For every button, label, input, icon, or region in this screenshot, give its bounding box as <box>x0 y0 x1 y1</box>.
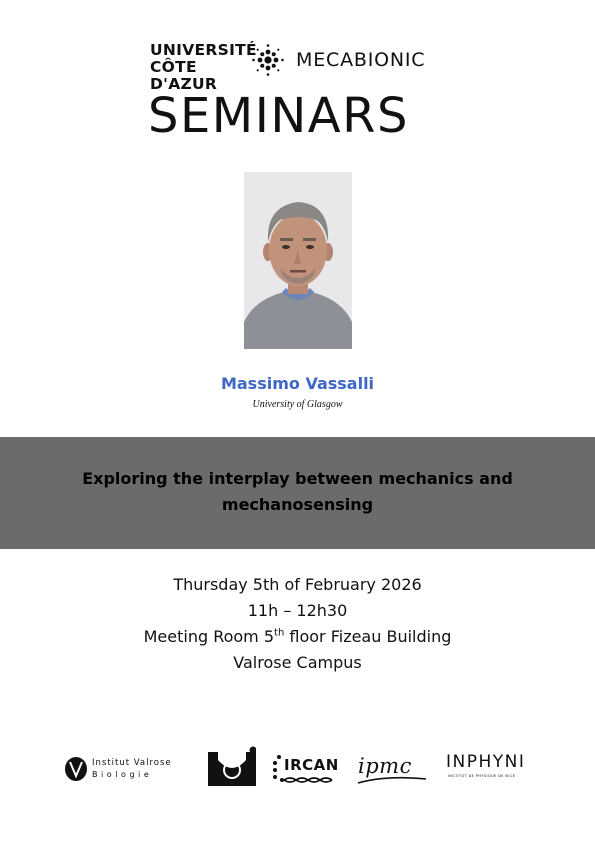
event-details <box>0 572 595 676</box>
inphyni-text: INPHYNI <box>446 752 526 772</box>
event-room-suffix: floor Fizeau Building <box>284 627 452 646</box>
valrose-emblem-icon <box>64 756 88 782</box>
logo-inphyni <box>446 752 534 784</box>
university-line2: CÔTE D'AZUR <box>150 58 218 93</box>
logo-ipmc <box>356 752 428 786</box>
ipmc-swoosh-icon <box>356 776 428 786</box>
talk-title: Exploring the interplay between mechanics and mechanosensing <box>82 469 513 514</box>
partner-logos <box>0 740 595 800</box>
logo-institut-valrose <box>64 756 190 782</box>
program-name: MECABIONIC <box>296 49 426 71</box>
speaker-photo <box>244 172 352 349</box>
event-room-prefix: Meeting Room 5 <box>143 627 275 646</box>
speaker-affiliation: University of Glasgow <box>252 399 343 410</box>
header <box>0 36 595 146</box>
university-logo-text <box>150 42 260 93</box>
speaker-portrait-image <box>244 172 352 349</box>
logo-ircan <box>272 752 339 788</box>
event-time: 11h – 12h30 <box>247 601 348 620</box>
speaker-name: Massimo Vassalli <box>220 374 375 393</box>
event-campus: Valrose Campus <box>233 653 362 672</box>
ircan-helix-icon <box>284 776 334 784</box>
ipmc-text: ipmc <box>358 754 412 778</box>
university-line1: UNIVERSITÉ <box>150 41 257 59</box>
university-dots-icon <box>250 42 286 78</box>
event-room-sup: th <box>274 627 285 639</box>
series-title: SEMINARS <box>148 88 409 144</box>
inphyni-subtext: INSTITUT DE PHYSIQUE DE NICE <box>448 774 516 778</box>
ircan-text: IRCAN <box>284 756 339 774</box>
ivb-line1: Institut Valrose <box>92 758 172 768</box>
event-room <box>0 624 595 650</box>
ivb-line2: B i o l o g i e <box>92 770 150 779</box>
cdc-emblem-icon <box>208 746 256 788</box>
event-date: Thursday 5th of February 2026 <box>173 575 422 594</box>
